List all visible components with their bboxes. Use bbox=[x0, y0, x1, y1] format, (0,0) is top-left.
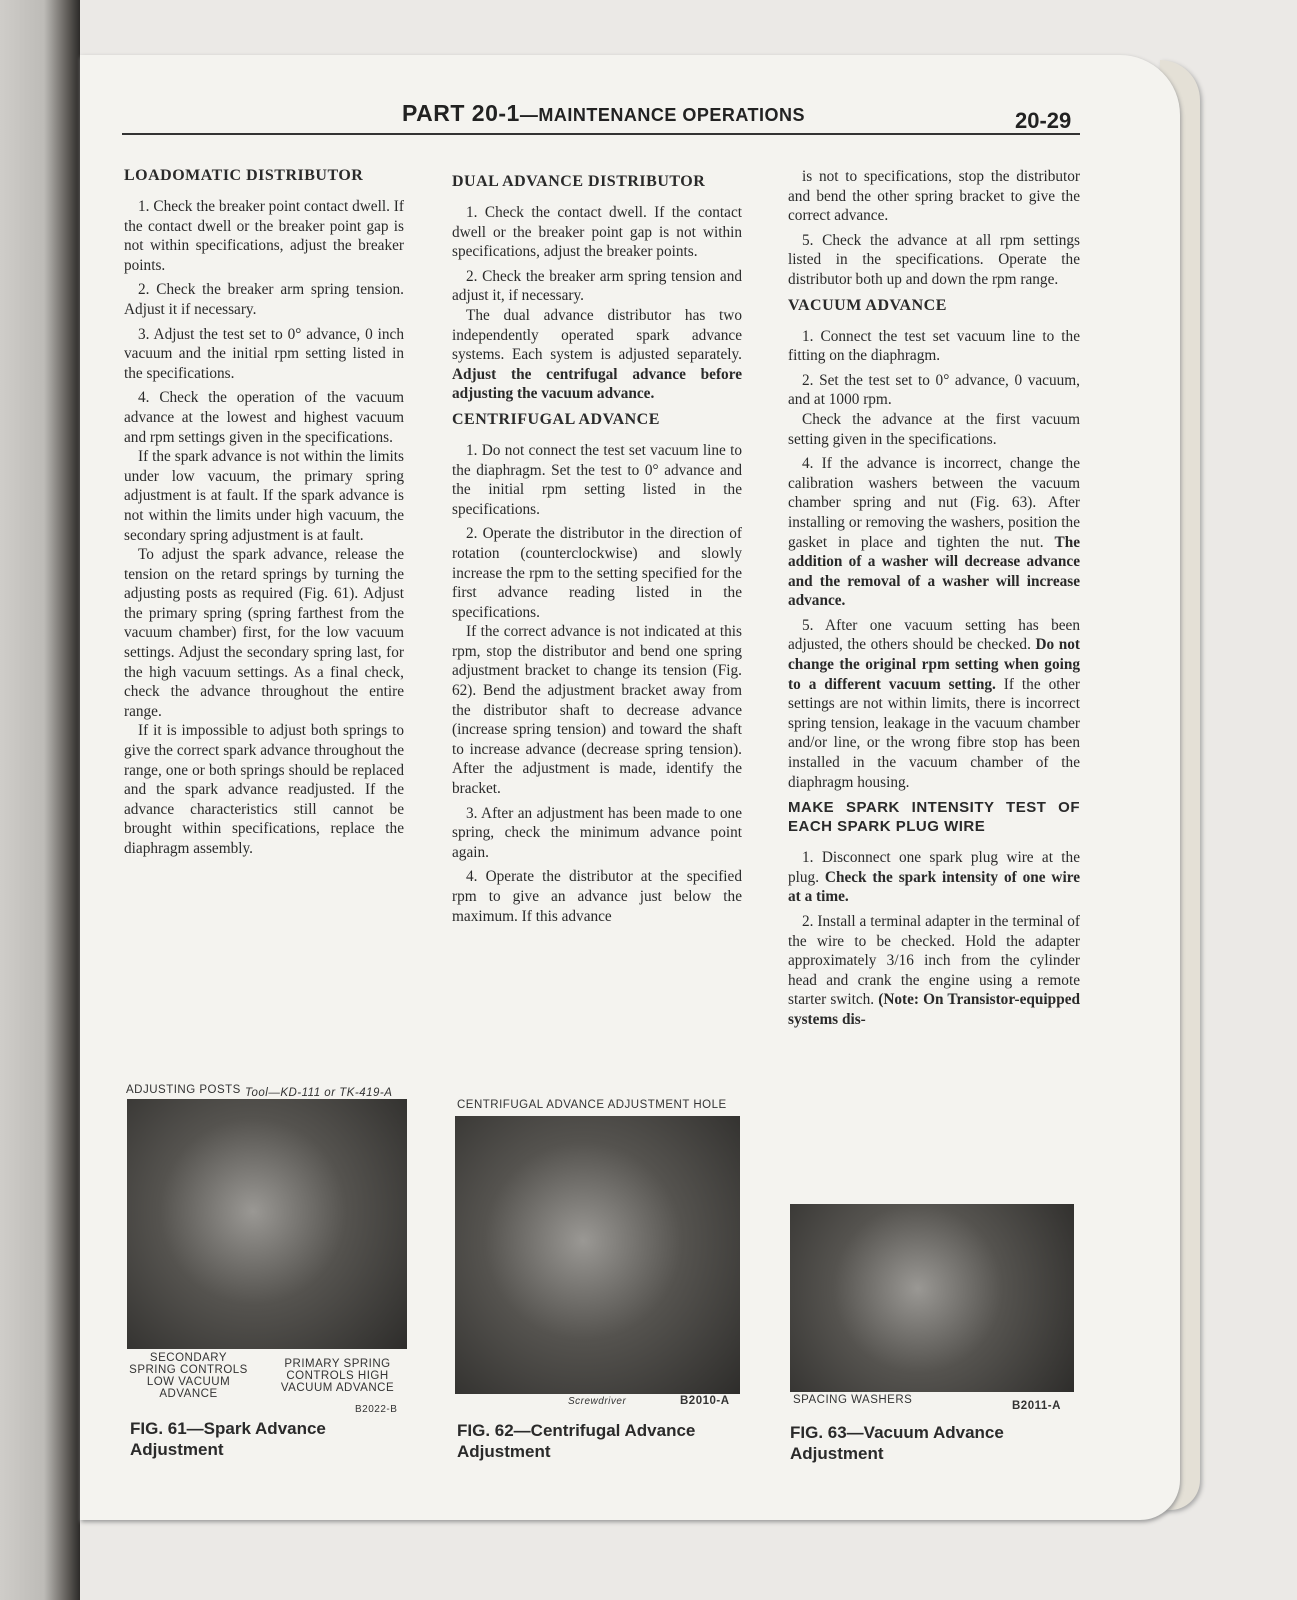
paragraph bbox=[452, 203, 742, 262]
part-subtitle: —MAINTENANCE OPERATIONS bbox=[519, 105, 806, 125]
paragraph bbox=[788, 454, 1080, 611]
text-run: 2. Install a terminal adapter in the terminal of the wire to be checked. Hold the adapter approximately 3/16 inch from the cylinder head and crank the engine using a remote starter switch. bbox=[788, 913, 1080, 1009]
paragraph bbox=[788, 231, 1080, 290]
bold-text: Do not change the original rpm setting when going to a different vacuum setting. bbox=[788, 636, 1080, 693]
fig61-label-left: SECONDARY SPRING CONTROLS LOW VACUUM ADVANCE bbox=[129, 1352, 248, 1400]
paragraph bbox=[788, 912, 1080, 1030]
paragraph bbox=[452, 524, 742, 622]
fig61-label-top: ADJUSTING POSTS bbox=[126, 1084, 241, 1096]
fig63-label-bottom: SPACING WASHERS bbox=[793, 1394, 913, 1406]
text-run: 1. Do not connect the test set vacuum line to the diaphragm. Set the test to 0° advance and the initial rpm setting listed in the specifications. bbox=[452, 441, 742, 518]
paragraph bbox=[452, 267, 742, 306]
text-run: The dual advance distributor has two independently operated spark advance systems. Each system is adjusted separately. bbox=[452, 306, 742, 364]
text-run: 1. Connect the test set vacuum line to the fitting on the diaphragm. bbox=[788, 327, 1080, 365]
paragraph bbox=[788, 616, 1080, 792]
fig62-photo bbox=[455, 1116, 740, 1394]
text-run: is not to specifications, stop the distributor and bend the other spring bracket to give the correct advance. bbox=[788, 168, 1080, 225]
fig63-caption: FIG. 63—Vacuum Advance Adjustment bbox=[790, 1423, 1004, 1463]
paragraph bbox=[124, 197, 404, 275]
text-run: 3. After an adjustment has been made to one spring, check the minimum advance point again. bbox=[452, 804, 742, 861]
paragraph bbox=[124, 447, 404, 545]
text-run: If the other settings are not within limits, there is incorrect spring tension, leakage in the vacuum chamber and/or line, or the wrong fibre stop has been installed in the vacuum chamber of the diaphragm housing. bbox=[788, 675, 1080, 791]
section-heading: DUAL ADVANCE DISTRIBUTOR bbox=[452, 173, 706, 190]
section-heading: CENTRIFUGAL ADVANCE bbox=[452, 410, 660, 428]
paragraph bbox=[452, 306, 742, 404]
paragraph bbox=[452, 804, 742, 863]
fig61-caption: FIG. 61—Spark Advance Adjustment bbox=[130, 1419, 326, 1459]
fig62-code: B2010-A bbox=[680, 1395, 730, 1407]
paragraph bbox=[124, 721, 404, 858]
fig62-label-bottom: Screwdriver bbox=[568, 1396, 627, 1407]
paragraph bbox=[788, 848, 1080, 907]
paragraph bbox=[788, 327, 1080, 366]
text-run: 1. Check the breaker point contact dwell. If the contact dwell or the breaker point gap is not within specifications, adjust the breaker points. bbox=[124, 198, 404, 274]
text-run: If the spark advance is not within the limits under low vacuum, the primary spring adjustment is at fault. If the spark advance is not within the limits under high vacuum, the secondary spring adjustment is at fault. bbox=[124, 448, 404, 544]
book-binding bbox=[0, 0, 80, 1600]
text-run: 3. Adjust the test set to 0° advance, 0 inch vacuum and the initial rpm setting listed in the specifications. bbox=[124, 325, 404, 382]
fig62-caption: FIG. 62—Centrifugal Advance Adjustment bbox=[457, 1421, 696, 1461]
bold-text: The addition of a washer will decrease advance and the removal of a washer will increase advance. bbox=[788, 533, 1080, 610]
paragraph bbox=[124, 280, 404, 319]
text-run: 5. After one vacuum setting has been adjusted, the others should be checked. bbox=[788, 616, 1080, 654]
header-title bbox=[402, 100, 805, 127]
bold-text: (Note: On Transistor-equipped systems dis- bbox=[788, 991, 1080, 1028]
bold-text: Check the spark intensity of one wire at a time. bbox=[788, 868, 1081, 906]
text-run: If the correct advance is not indicated at this rpm, stop the distributor and bend one spring adjustment bracket to change its tension (Fig. 62). Bend the adjustment bracket away from the distributor shaft to decrease advance (increase spring tension) and toward the shaft to increase advance (decrease spring tension). After the adjustment is made, identify the bracket. bbox=[452, 623, 742, 798]
text-run: 2. Operate the distributor in the direction of rotation (counterclockwise) and slowly increase the rpm to the setting specified for the first advance reading listed in the specifications. bbox=[452, 525, 742, 621]
text-run: 2. Set the test set to 0° advance, 0 vacuum, and at 1000 rpm. bbox=[788, 371, 1080, 409]
paragraph bbox=[788, 167, 1080, 226]
column-2 bbox=[452, 166, 742, 931]
paragraph bbox=[452, 622, 742, 798]
paragraph bbox=[124, 545, 404, 721]
section-heading: MAKE SPARK INTENSITY TEST OF EACH SPARK PLUG WIRE bbox=[788, 799, 1080, 836]
text-run: To adjust the spark advance, release the tension on the retard springs by turning the adjusting posts as required (Fig. 61). Adjust the primary spring (spring farthest from the vacuum chamber) first, for the low vacuum settings. Adjust the secondary spring last, for the high vacuum settings. As a final check, check the advance throughout the entire range. bbox=[124, 546, 404, 720]
section-heading: LOADOMATIC DISTRIBUTOR bbox=[124, 167, 364, 184]
fig61-photo bbox=[127, 1099, 407, 1349]
text-run: 2. Check the breaker arm spring tension. Adjust it if necessary. bbox=[124, 281, 404, 318]
page-number: 20-29 bbox=[1015, 108, 1072, 133]
text-run: 1. Check the contact dwell. If the contact dwell or the breaker point gap is not within specifications, adjust the breaker points. bbox=[452, 204, 742, 261]
fig62-label-top: CENTRIFUGAL ADVANCE ADJUSTMENT HOLE bbox=[457, 1099, 727, 1111]
paragraph bbox=[452, 867, 742, 926]
column-1 bbox=[124, 160, 404, 864]
header-rule bbox=[122, 133, 1080, 135]
bold-text: Adjust the centrifugal advance before adjusting the vacuum advance. bbox=[452, 365, 742, 403]
fig63-code: B2011-A bbox=[1012, 1400, 1061, 1412]
fig61-code: B2022-B bbox=[355, 1404, 398, 1415]
paragraph bbox=[124, 388, 404, 447]
column-3 bbox=[788, 168, 1081, 1035]
section-heading: VACUUM ADVANCE bbox=[788, 296, 947, 314]
part-number: PART 20-1 bbox=[402, 100, 520, 126]
paragraph bbox=[124, 325, 404, 384]
paragraph bbox=[788, 371, 1080, 410]
paragraph bbox=[788, 410, 1080, 449]
fig61-label-right: PRIMARY SPRING CONTROLS HIGH VACUUM ADVANCE bbox=[280, 1358, 395, 1394]
text-run: Check the advance at the first vacuum setting given in the specifications. bbox=[788, 410, 1080, 448]
text-run: 1. Disconnect one spark plug wire at the plug. bbox=[788, 849, 1080, 886]
text-run: 5. Check the advance at all rpm settings listed in the specifications. Operate the distributor both up and down the rpm range. bbox=[788, 231, 1080, 288]
text-run: 2. Check the breaker arm spring tension and adjust it, if necessary. bbox=[452, 267, 742, 305]
fig61-tool: Tool—KD-111 or TK-419-A bbox=[245, 1087, 393, 1099]
paragraph bbox=[452, 441, 742, 519]
text-run: 4. Operate the distributor at the specified rpm to give an advance just below the maximum. If this advance bbox=[452, 868, 742, 925]
fig63-photo bbox=[790, 1204, 1074, 1392]
text-run: 4. Check the operation of the vacuum advance at the lowest and highest vacuum and rpm settings given in the specifications. bbox=[124, 389, 404, 446]
text-run: 4. If the advance is incorrect, change the calibration washers between the vacuum chamber spring and nut (Fig. 63). After installing or removing the washers, position the gasket in place and tighten the nut. bbox=[788, 455, 1080, 551]
text-run: If it is impossible to adjust both springs to give the correct spark advance throughout the range, one or both springs should be replaced and the spark advance readjusted. If the advance characteristics still cannot be brought within specifications, replace the diaphragm assembly. bbox=[124, 722, 404, 857]
